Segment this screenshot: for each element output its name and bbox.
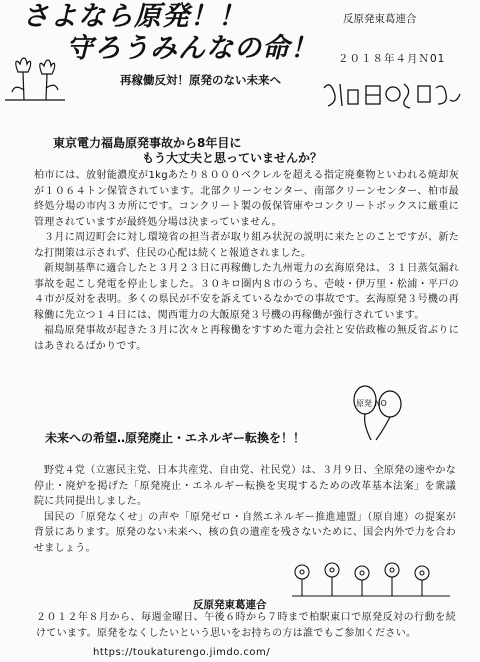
section1-heading-line2: もう大丈夫と思っていませんか？ xyxy=(142,151,323,165)
flowers-drawing xyxy=(288,560,458,600)
handdrawn-logo xyxy=(318,74,475,119)
logo-text: やさい 思い出 xyxy=(468,118,475,119)
footer-organization: 反原発東葛連合 xyxy=(193,599,267,611)
paragraph: 国民の「原発なくせ」の声や「原発ゼロ・自然エネルギー推進連盟」（原自連）の提案が背景にあります。原発のない未来へ、核の負の遺産を残さないために、国会内外で力を合わせましょう。 xyxy=(34,511,456,554)
section1-body xyxy=(34,168,459,354)
footer-text: ２０１２年８月から、毎週金曜日、午後６時から７時まで柏駅東口で原発反対の行動を続けています。原発をなくしたいという思いをお持ちの方は誰でもご参加ください。 xyxy=(36,612,456,639)
tulips-drawing xyxy=(0,52,70,102)
paragraph: 野党４党（立憲民主党、日本共産党、自由党、社民党）は、３月９日、全原発の速やかな停止・廃炉を掲げた「原発廃止・エネルギー転換を実現するための改革基本法案」を衆議院に共同提出しました。 xyxy=(34,465,456,507)
title-line1: さよなら原発！！ xyxy=(22,1,246,32)
website-link[interactable]: https://toukaturengo.jimdo.com/ xyxy=(93,647,271,658)
paragraph: ３月に周辺町会に対し環境省の担当者が取り組み状況の説明に来たとのことですが、新たな打開策は示されず、住民の心配は続くと報道されました。 xyxy=(34,232,459,259)
title-line2: 守ろうみんなの命！ xyxy=(66,33,318,64)
section2-heading: 未来への希望‥原発廃止・エネルギー転換を！！ xyxy=(45,431,306,445)
paragraph: 新規制基準に適合したと３月２３日に再稼働した九州電力の玄海原発は、３１日蒸気漏れ事故を起こし発電を停止しました。３０キロ圏内８市のうち、壱岐・伊万里・松浦・平戸の４市が反対を表明。多くの県民が不安を訴えているなかでの事故です。玄海原発３号機の再稼働に先立つ１４日には、関西電力の大飯原発３号機の再稼働が強行されています。 xyxy=(34,263,459,321)
organization-name: 反原発東葛連合 xyxy=(343,13,417,25)
section1-heading-line1: 東京電力福島原発事故から8年目に xyxy=(53,136,242,150)
subtitle: 再稼働反対！原発のない未来へ xyxy=(120,73,281,87)
balloons-drawing xyxy=(348,382,412,444)
issue-date: ２０１８年４月Ｎ01 xyxy=(338,53,446,65)
balloon-text: 原発 NO xyxy=(356,399,387,408)
footer-body xyxy=(36,610,456,641)
section2-body xyxy=(34,463,456,556)
paragraph: 福島原発事故が起きた３月に次々と再稼働をすすめた電力会社と安倍政権の無反省ぶりにはあきれるばかりです。 xyxy=(34,325,459,352)
paragraph: 柏市には、放射能濃度が1kgあたり８０００ベクレルを超える指定廃棄物といわれる焼却灰が１０６４トン保管されています。北部クリーンセンター、南部クリーンセンター、柏市最終処分場の市内３カ所にです。コンクリート製の仮保管庫やコンクリートボックスに厳重に管理されていますが最終処分場は決まっていません。 xyxy=(34,170,459,228)
